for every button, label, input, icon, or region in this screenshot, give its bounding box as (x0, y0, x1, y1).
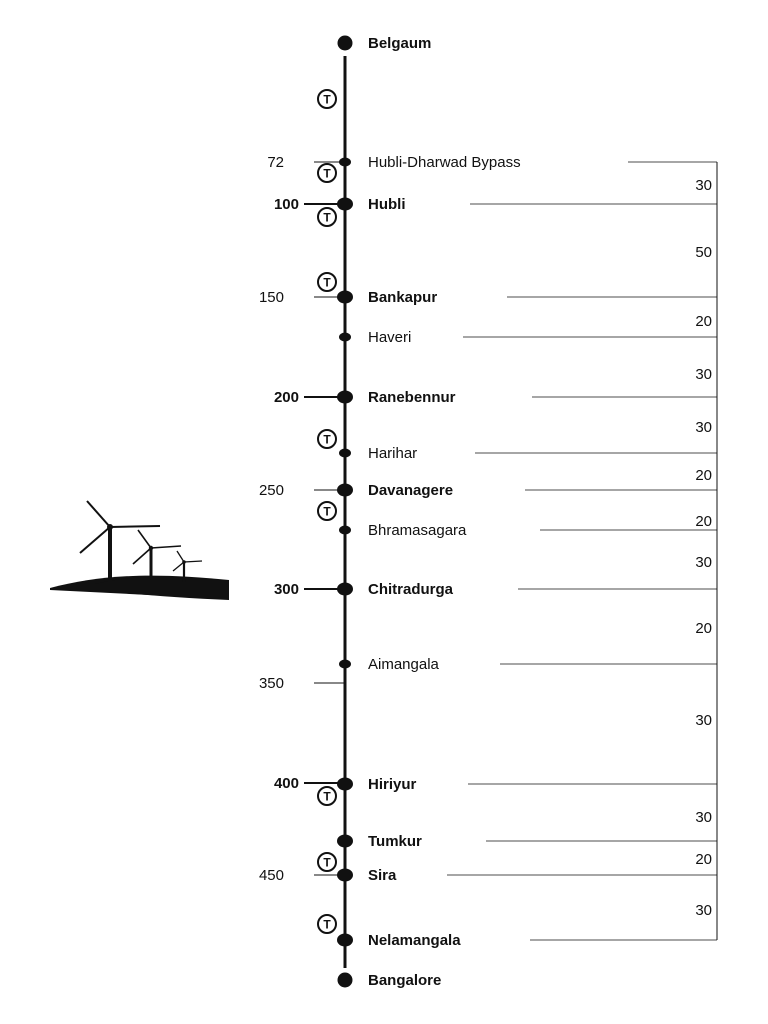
town-dot (337, 869, 353, 882)
town-label: Sira (368, 867, 397, 884)
toll-plaza-symbol: T (323, 210, 331, 225)
town-dot (337, 484, 353, 497)
toll-plaza-icon (318, 208, 336, 226)
toll-plaza-icon (318, 787, 336, 805)
town-dot (337, 198, 353, 211)
town-label: Belgaum (368, 35, 432, 52)
segment-distance: 50 (695, 244, 712, 261)
segment-distance: 20 (695, 620, 712, 637)
leader-lines (447, 162, 717, 940)
toll-plaza-icon (318, 430, 336, 448)
segment-distance: 20 (695, 467, 712, 484)
town-dot (339, 660, 351, 669)
km-label: 400 (273, 775, 299, 792)
town-label: Hubli-Dharwad Bypass (368, 154, 521, 171)
town-dot (337, 778, 353, 791)
town-label: Haveri (368, 329, 412, 346)
town-label: Ranebennur (368, 389, 456, 406)
wind-turbine-icon (50, 501, 229, 600)
town-label: Tumkur (368, 833, 422, 850)
town-label: Davanagere (368, 482, 454, 499)
toll-plaza-icon (318, 273, 336, 291)
toll-plaza-icon (318, 853, 336, 871)
toll-plaza-icon (318, 502, 336, 520)
town-dot (339, 158, 351, 167)
km-label: 150 (258, 289, 284, 306)
segment-distance: 30 (695, 366, 712, 383)
town-label: Chitradurga (368, 581, 454, 598)
km-label: 450 (258, 867, 284, 884)
km-label: 350 (258, 675, 284, 692)
town-dot (337, 583, 353, 596)
toll-plaza-symbol: T (323, 855, 331, 870)
toll-plaza-symbol: T (323, 917, 331, 932)
segment-distance: 30 (695, 809, 712, 826)
toll-plaza-icon (318, 90, 336, 108)
km-label: 100 (273, 196, 299, 213)
town-label: Hiriyur (368, 776, 417, 793)
toll-plazas (318, 90, 336, 933)
segment-distance: 20 (695, 851, 712, 868)
km-label: 72 (267, 154, 284, 171)
segment-distance: 20 (695, 313, 712, 330)
segment-distance: 20 (695, 513, 712, 530)
town-label: Nelamangala (368, 932, 461, 949)
town-dot (338, 973, 353, 988)
segment-distance: 30 (695, 419, 712, 436)
km-label: 200 (273, 389, 299, 406)
toll-plaza-symbol: T (323, 432, 331, 447)
town-dot (337, 934, 353, 947)
town-label: Hubli (368, 196, 406, 213)
town-dot (337, 835, 353, 848)
toll-plaza-symbol: T (323, 92, 331, 107)
toll-plaza-icon (318, 164, 336, 182)
km-label: 250 (258, 482, 284, 499)
segment-distance: 30 (695, 712, 712, 729)
segment-distance: 30 (695, 177, 712, 194)
segment-distance: 30 (695, 554, 712, 571)
town-dot (337, 291, 353, 304)
town-label: Bangalore (368, 972, 442, 989)
toll-plaza-symbol: T (323, 504, 331, 519)
town-dot (339, 526, 351, 535)
town-dot (339, 449, 351, 458)
town-dot (339, 333, 351, 342)
town-label: Harihar (368, 445, 418, 462)
town-dot (338, 36, 353, 51)
town-label: Aimangala (368, 656, 439, 673)
km-label: 300 (273, 581, 299, 598)
toll-plaza-symbol: T (323, 275, 331, 290)
toll-plaza-symbol: T (323, 166, 331, 181)
segment-distance: 30 (695, 902, 712, 919)
toll-plaza-icon (318, 915, 336, 933)
town-label: Bhramasagara (368, 522, 467, 539)
town-dot (337, 391, 353, 404)
town-label: Bankapur (368, 289, 438, 306)
toll-plaza-symbol: T (323, 789, 331, 804)
